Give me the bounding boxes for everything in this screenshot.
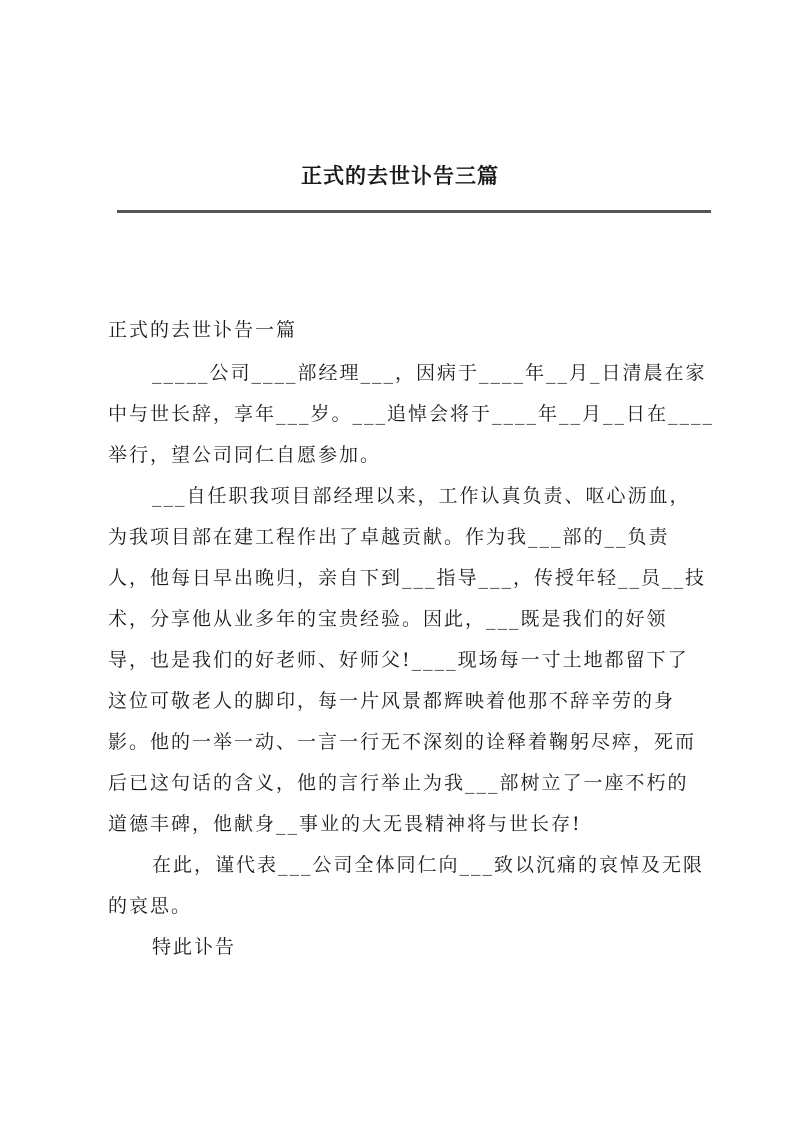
document-body: [108, 312, 715, 968]
section-heading: 正式的去世讣告一篇: [108, 319, 298, 341]
text-line: 这位可敬老人的脚印，每一片风景都辉映着他那不辞辛劳的身: [108, 690, 676, 712]
paragraph-tribute: [108, 476, 708, 845]
text-line: 举行，望公司同仁自愿参加。: [108, 444, 382, 466]
text-line: 为我项目部在建工程作出了卓越贡献。作为我___部的__负责: [108, 526, 670, 548]
text-line: 人，他每日早出晚归，亲自下到___指导___，传授年轻__员__技: [108, 567, 707, 589]
text-line: ___自任职我项目部经理以来，工作认真负责、呕心沥血，: [152, 485, 691, 507]
text-line: 特此讣告: [152, 936, 237, 958]
paragraph-condolence: [108, 845, 708, 927]
paragraph-notice: [108, 353, 715, 476]
document-title: 正式的去世讣告三篇: [301, 163, 499, 188]
text-line: 道德丰碑，他献身__事业的大无畏精神将与世长存!: [108, 813, 582, 835]
text-line: 影。他的一举一动、一言一行无不深刻的诠释着鞠躬尽瘁，死而: [108, 731, 697, 753]
title-divider: [117, 210, 711, 213]
text-line: 术，分享他从业多年的宝贵经验。因此，___既是我们的好领: [108, 608, 668, 630]
text-line: 导，也是我们的好老师、好师父!____现场每一寸土地都留下了: [108, 649, 689, 671]
text-line: 的哀思。: [108, 895, 193, 917]
text-line: _____公司____部经理___，因病于____年__月_日清晨在家: [152, 362, 707, 384]
text-line: 中与世长辞，享年___岁。___追悼会将于____年__月__日在____: [108, 403, 715, 425]
paragraph-closing: [108, 927, 708, 968]
text-line: 后已这句话的含义，他的言行举止为我___部树立了一座不朽的: [108, 772, 689, 794]
text-line: 在此，谨代表___公司全体同仁向___致以沉痛的哀悼及无限: [152, 854, 705, 876]
